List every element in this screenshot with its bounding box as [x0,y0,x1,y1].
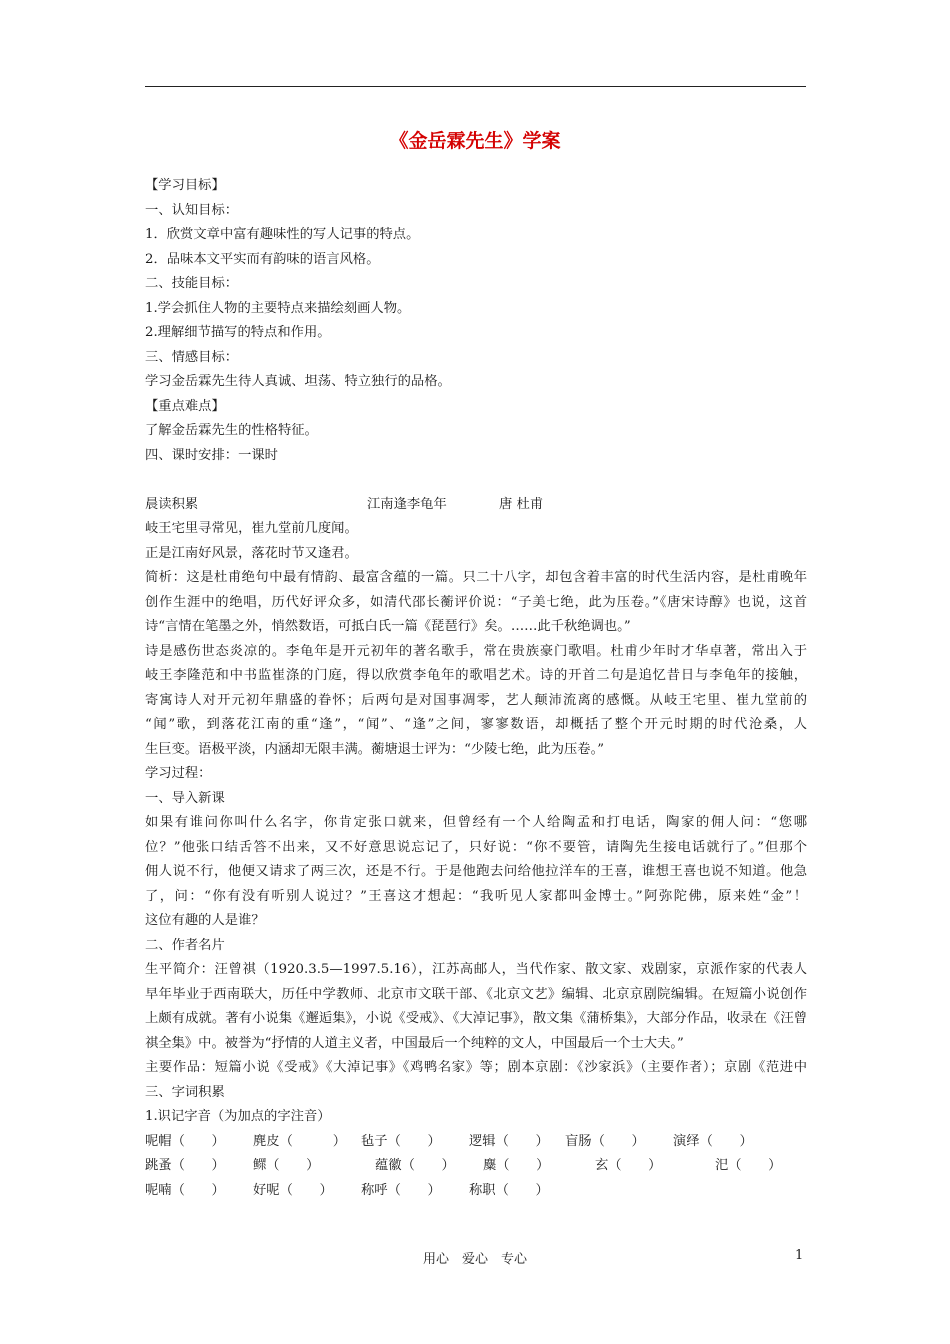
section-heading: 一、导入新课 [145,790,225,806]
vocab-row [145,1179,807,1204]
text-line: 三、情感目标： [145,349,239,365]
analysis-line: 简析：这是杜甫绝句中最有情韵、最富含蕴的一篇。只二十八字，却包含着丰富的时代生活内容，是杜甫晚年 [145,570,807,585]
vocab-item: 好呢（ ） [253,1182,333,1198]
vocab-item: 称职（ ） [469,1182,549,1198]
vocab-item: 称呼（ ） [361,1182,441,1198]
vocab-item: 毡子（ ） [361,1133,441,1149]
author-line: 生平简介：汪曾祺（1920.3.5—1997.5.16），江苏高邮人，当代作家、散文家、戏剧家，京派作家的代表人 [145,962,807,977]
poem-author: 唐 杜甫 [499,496,544,512]
intro-line: 这位有趣的人是谁？ [145,913,265,928]
vocab-item: 鳏（ ） [253,1158,320,1173]
vocab-item: 盲肠（ ） [565,1133,645,1149]
analysis-line: 生巨变。语极平淡，内涵却无限丰满。蘅塘退士评为：“少陵七绝，此为压卷。” [145,741,605,757]
section-heading: 三、字词积累 [145,1084,225,1100]
intro-line: 了，问：“你有没有听别人说过？”王喜这才想起：“我听见人家都叫金博士。”阿弥陀佛，原来姓“金”！ [145,888,807,904]
vocab-item: 呢喃（ ） [145,1182,225,1198]
analysis-line: 寄寓诗人对开元初年鼎盛的眷怀；后两句是对国事凋零，艺人颠沛流离的感慨。从岐王宅里、崔九堂前的 [145,692,807,708]
section-heading: 【重点难点】 [145,398,225,414]
text-line: 二、技能目标： [145,276,239,291]
intro-line: 位？”他张口结舌答不出来，又不好意思说忘记了，只好说：“你不要管，请陶先生接电话就行了。”但那个 [145,839,807,855]
vocab-instruction: 1.识记字音（为加点的字注音） [145,1109,331,1124]
text-line: 四、课时安排：一课时 [145,447,278,463]
text-line: 学习金岳霖先生待人真诚、坦荡、特立独行的品格。 [145,374,451,389]
intro-line: 如果有谁问你叫什么名字，你肯定张口就来，但曾经有一个人给陶孟和打电话，陶家的佣人问：“您哪 [145,815,807,830]
text-line: 了解金岳霖先生的性格特征。 [145,423,318,438]
author-line: 早年毕业于西南联大，历任中学教师、北京市文联干部、《北京文艺》编辑、北京京剧院编辑。在短篇小说创作 [145,986,807,1002]
author-line: 祺全集》中。被誉为“抒情的人道主义者，中国最后一个纯粹的文人，中国最后一个士大夫。” [145,1035,684,1051]
text-line: 1．欣赏文章中富有趣味性的写人记事的特点。 [145,227,420,242]
vocab-item: 麂皮（ ） [253,1133,347,1149]
poem-line: 正是江南好风景，落花时节又逢君。 [145,545,358,561]
vocab-item: 跳蚤（ ） [145,1158,225,1173]
author-line: 上颇有成就。著有小说集《邂逅集》，小说《受戒》、《大淖记事》，散文集《蒲桥集》，大部分作品，收录在《汪曾 [145,1011,807,1026]
intro-line: 佣人说不行，他便又请求了两三次，还是不行。于是他跑去问给他拉洋车的王喜，谁想王喜也说不知道。他急 [145,864,807,879]
text-line: 1.学会抓住人物的主要特点来描绘刻画人物。 [145,300,411,316]
header-rule [145,86,806,87]
section-heading: 学习过程： [145,766,212,781]
vocab-item: 蕴徽（ ） [375,1158,455,1173]
analysis-line: “闻”歌，到落花江南的重“逢”，“闻”、“逢”之间，寥寥数语，却概括了整个开元时期的时代沧桑，人 [145,717,807,732]
vocab-item: 逻辑（ ） [469,1133,549,1149]
vocab-row [145,1154,807,1179]
page-title: 《金岳霖先生》学案 [389,130,561,152]
vocab-row [145,1130,807,1155]
poem-label: 晨读积累 [145,496,199,512]
analysis-line: 诗是感伤世态炎凉的。李龟年是开元初年的著名歌手，常在贵族豪门歌唱。杜甫少年时才华卓著，常出入于 [145,643,807,659]
works-line: 主要作品：短篇小说《受戒》《大淖记事》《鸡鸭名家》等；剧本京剧：《沙家浜》（主要作者）；京剧《范进中 [145,1060,807,1075]
analysis-line: 诗“言情在笔墨之外，悄然数语，可抵白氏一篇《琵琶行》矣。……此千秋绝调也。” [145,619,631,634]
poem-title: 江南逢李龟年 [367,496,447,512]
text-line: 2.理解细节描写的特点和作用。 [145,325,331,340]
text-line: 2．品味本文平实而有韵味的语言风格。 [145,251,380,267]
vocab-item: 演绎（ ） [673,1133,753,1149]
vocab-item: 麋（ ） [483,1158,550,1173]
analysis-line: 岐王李隆范和中书监崔涤的门庭，得以欣赏李龟年的歌唱艺术。诗的开首二句是追忆昔日与李龟年的接触， [145,668,807,683]
vocab-item: 玄（ ） [595,1158,662,1173]
poem-header [145,493,807,518]
document-body [145,174,807,1203]
text-line: 一、认知目标： [145,202,239,218]
page-footer: 用心 爱心 专心 [422,1252,527,1267]
page-number: 1 [795,1248,804,1263]
section-heading: 【学习目标】 [145,178,225,193]
vocab-item: 呢帽（ ） [145,1133,225,1149]
analysis-line: 创作生涯中的绝唱，历代好评众多，如清代邵长蘅评价说：“子美七绝，此为压卷。”《唐宋诗醇》也说，这首 [145,594,807,610]
section-heading: 二、作者名片 [145,937,225,953]
vocab-item: 汜（ ） [715,1158,782,1173]
poem-line: 岐王宅里寻常见，崔九堂前几度闻。 [145,521,358,536]
